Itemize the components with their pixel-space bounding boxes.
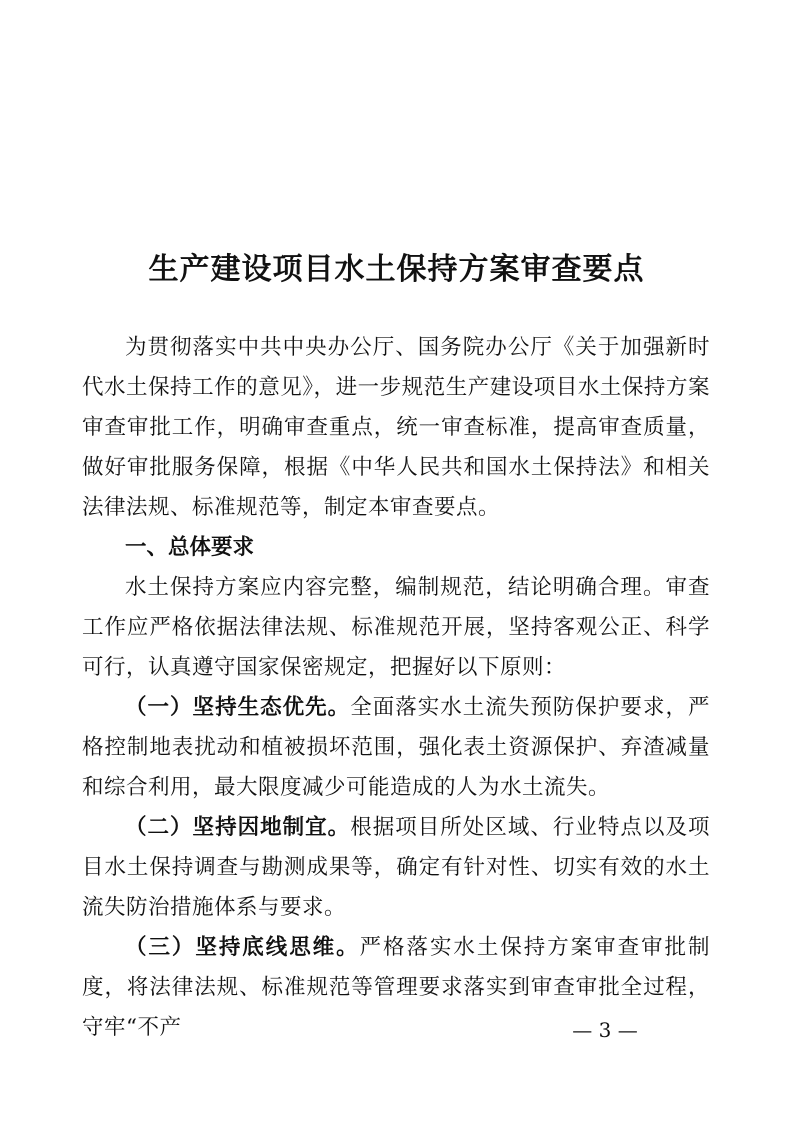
document-title: 生产建设项目水土保持方案审查要点 (148, 252, 645, 287)
principle-lead: （三）坚持底线思维。 (125, 935, 360, 960)
principle-lead: （一）坚持生态优先。 (125, 695, 351, 720)
principle-text: 根据项目所处区域、行业特点以及项目水土保持调查与勘测成果等，确定有针对性、切实有效的水土流失防治措施体系与要求。 (82, 815, 710, 920)
principle-text: 全面落实水土流失预防保护要求，严格控制地表扰动和植被损坏范围，强化表土资源保护、弃渣减量和综合利用，最大限度减少可能造成的人为水土流失。 (82, 695, 710, 800)
principle-paragraph-1 (82, 688, 710, 808)
document-body (82, 328, 710, 1048)
principle-text: 严格落实水土保持方案审查审批制度，将法律法规、标准规范等管理要求落实到审查审批全过程，守牢“不产 (82, 935, 710, 1040)
intro-paragraph: 为贯彻落实中共中央办公厅、国务院办公厅《关于加强新时代水土保持工作的意见》，进一步规范生产建设项目水土保持方案审查审批工作，明确审查重点，统一审查标准，提高审查质量，做好审批服务保障，根据《中华人民共和国水土保持法》和相关法律法规、标准规范等，制定本审查要点。 (82, 335, 710, 520)
page-number: — 3 — (572, 1018, 638, 1042)
section-paragraph: 水土保持方案应内容完整，编制规范，结论明确合理。审查工作应严格依据法律法规、标准规范开展，坚持客观公正、科学可行，认真遵守国家保密规定，把握好以下原则： (82, 575, 710, 680)
principle-paragraph-2 (82, 808, 710, 928)
principle-lead: （二）坚持因地制宜。 (125, 815, 351, 840)
section-heading: 一、总体要求 (125, 535, 255, 560)
